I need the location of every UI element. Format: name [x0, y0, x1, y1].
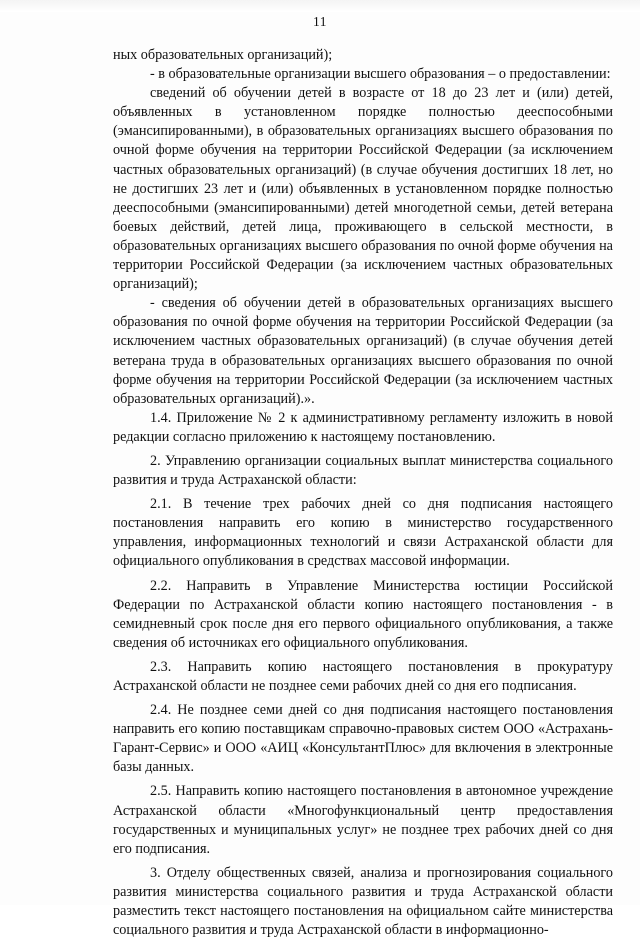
page-number: 11 [313, 14, 327, 29]
scan-edge [0, 0, 640, 12]
paragraph-2-3: 2.3. Направить копию настоящего постановления в прокуратуру Астраханской области не позднее семи рабочих дней со дня его подписания. [113, 658, 613, 694]
paragraph-2: 2. Управлению организации социальных выплат министерства социального развития и труда Астраханской области: [113, 452, 613, 489]
paragraph-study-info-18-23: сведений об обучении детей в возрасте от 18 до 23 лет и (или) детей, объявленных в установленном порядке полностью дееспособными (эмансипированными), в образовательных организациях высшего образования по очной форме обучения на территории Российской Федерации (за исключением частных образовательных организаций) (в случае обучения достигших 18 лет, но не достигших 23 лет и (или) объявленных в установленном порядке полностью дееспособными (эмансипированными) детей многодетной семьи, детей ветерана боевых действий, детей лица, проживающего в сельской местности, в образовательных организациях высшего образования по очной форме обучения на территории Российской Федерации (за исключением частных образовательных организаций); [113, 85, 613, 293]
document-body [113, 46, 613, 940]
paragraph-higher-education-item: - в образовательные организации высшего образования – о предоставлении: [150, 66, 611, 83]
paragraph-continuation: ных образовательных организаций); [113, 47, 333, 63]
paragraph-2-4: 2.4. Не позднее семи дней со дня подписания настоящего постановления направить его копию поставщикам справочно-правовых систем ООО «Астрахань-Гарант-Сервис» и ООО «АИЦ «КонсультантПлюс» для включения в электронные базы данных. [113, 702, 613, 776]
paragraph-3: 3. Отделу общественных связей, анализа и прогнозирования социального развития министерства социального развития и труда Астраханской области разместить текст настоящего постановления на официальном сайте министерства социального развития и труда Астраханской области в информационно- [113, 864, 613, 939]
paragraph-2-2: 2.2. Направить в Управление Министерства юстиции Российской Федерации по Астраханской области копию настоящего постановления - в семидневный срок после дня его первого официального опубликования, а также сведения об источниках его официального опубликования. [113, 577, 613, 651]
paragraph-study-info-veteran: - сведения об обучении детей в образовательных организациях высшего образования по очной форме обучения на территории Российской Федерации (за исключением частных образовательных организаций) (в случае обучения детей ветерана труда в образовательных организациях высшего образования по очной форме обучения на территории Российской Федерации (за исключением частных образовательных организаций).». [113, 295, 613, 407]
paragraph-2-5: 2.5. Направить копию настоящего постановления в автономное учреждение Астраханской области «Многофункциональный центр предоставления государственных и муниципальных услуг» не позднее трех рабочих дней со дня его подписания. [113, 783, 613, 857]
paragraph-1-4: 1.4. Приложение № 2 к административному регламенту изложить в новой редакции согласно приложению к настоящему постановлению. [113, 409, 613, 445]
paragraph-2-1: 2.1. В течение трех рабочих дней со дня подписания настоящего постановления направить его копию в министерство государственного управления, информационных технологий и связи Астраханской области для официального опубликования в средствах массовой информации. [113, 496, 613, 570]
